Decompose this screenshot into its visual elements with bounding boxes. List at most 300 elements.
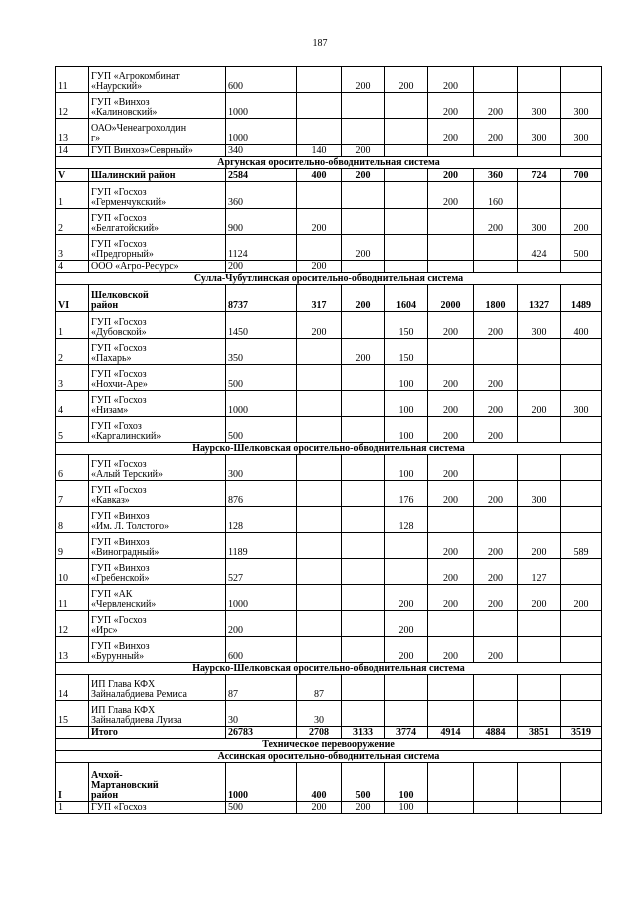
row-number: VI <box>56 285 89 312</box>
organization-name <box>89 261 226 273</box>
name-line: «Белгатойский» <box>91 223 160 234</box>
value-year-7 <box>561 611 602 637</box>
value-year-1 <box>297 637 342 663</box>
name-line: ГУП «Винхоз <box>91 511 150 522</box>
name-line: «Червленский» <box>91 599 157 610</box>
value-year-6 <box>518 455 561 481</box>
name-line: ГУП «Винхоз <box>91 641 150 652</box>
value-total: 1124 <box>226 235 297 261</box>
value-year-5: 200 <box>474 391 518 417</box>
row-number: I <box>56 763 89 802</box>
value-year-4: 200 <box>428 67 474 93</box>
name-line: ГУП «Винхоз <box>91 563 150 574</box>
row-number: 11 <box>56 585 89 611</box>
value-total: 1000 <box>226 119 297 145</box>
organization-name <box>89 455 226 481</box>
organization-name <box>89 391 226 417</box>
value-year-6: 3851 <box>518 727 561 739</box>
table-row <box>56 365 602 391</box>
value-year-7 <box>561 339 602 365</box>
value-year-7 <box>561 261 602 273</box>
value-year-2 <box>342 312 385 339</box>
value-year-2 <box>342 261 385 273</box>
system-header: Сулла-Чубутлинская оросительно-обводнительная система <box>56 273 602 285</box>
organization-name <box>89 611 226 637</box>
value-year-3: 100 <box>385 365 428 391</box>
table-row <box>56 637 602 663</box>
name-line: ГУП «Госхоз <box>91 317 147 328</box>
value-year-6: 127 <box>518 559 561 585</box>
value-year-5 <box>474 507 518 533</box>
name-line: «Виноградный» <box>91 547 160 558</box>
value-total: 200 <box>226 261 297 273</box>
organization-name <box>89 533 226 559</box>
name-line: «Кавказ» <box>91 495 130 506</box>
value-year-6 <box>518 507 561 533</box>
organization-name <box>89 585 226 611</box>
value-year-2 <box>342 585 385 611</box>
value-year-7 <box>561 763 602 802</box>
value-total: 1189 <box>226 533 297 559</box>
value-year-3: 100 <box>385 455 428 481</box>
value-year-3 <box>385 559 428 585</box>
organization-name <box>89 169 226 182</box>
value-total: 1000 <box>226 585 297 611</box>
value-year-4: 200 <box>428 533 474 559</box>
row-number: 5 <box>56 417 89 443</box>
value-year-6: 300 <box>518 119 561 145</box>
value-year-7: 500 <box>561 235 602 261</box>
organization-name <box>89 481 226 507</box>
value-year-6 <box>518 675 561 701</box>
row-number: V <box>56 169 89 182</box>
value-year-6 <box>518 365 561 391</box>
value-year-7: 300 <box>561 93 602 119</box>
system-header-row <box>56 751 602 763</box>
value-year-3: 150 <box>385 312 428 339</box>
value-year-5 <box>474 339 518 365</box>
name-line: «Гребенской» <box>91 573 150 584</box>
value-year-7 <box>561 675 602 701</box>
table-row <box>56 417 602 443</box>
value-year-4: 200 <box>428 455 474 481</box>
system-header-row <box>56 443 602 455</box>
name-line: ГУП «Госхоз <box>91 343 147 354</box>
value-year-7: 200 <box>561 209 602 235</box>
name-line: «Им. Л. Толстого» <box>91 521 170 532</box>
value-year-1 <box>297 533 342 559</box>
value-year-2 <box>342 93 385 119</box>
system-header: Ассинская оросительно-обводнительная система <box>56 751 602 763</box>
value-total: 87 <box>226 675 297 701</box>
table-row <box>56 261 602 273</box>
name-line: ИП Глава КФХ <box>91 679 156 690</box>
value-year-2 <box>342 182 385 209</box>
irrigation-table <box>55 66 602 814</box>
value-total: 26783 <box>226 727 297 739</box>
value-year-5 <box>474 611 518 637</box>
value-year-7: 1489 <box>561 285 602 312</box>
organization-name <box>89 763 226 802</box>
row-number: 7 <box>56 481 89 507</box>
value-year-5: 360 <box>474 169 518 182</box>
value-year-4 <box>428 145 474 157</box>
value-year-5 <box>474 235 518 261</box>
value-year-2 <box>342 481 385 507</box>
value-total: 600 <box>226 67 297 93</box>
value-year-2 <box>342 559 385 585</box>
value-year-2 <box>342 417 385 443</box>
organization-name <box>89 182 226 209</box>
value-year-6 <box>518 611 561 637</box>
value-year-5: 200 <box>474 93 518 119</box>
name-line: ГУП «Госхоз <box>91 459 147 470</box>
row-number: 14 <box>56 675 89 701</box>
value-year-3 <box>385 209 428 235</box>
name-line: ГУП «Госхоз <box>91 802 147 813</box>
value-year-5: 200 <box>474 637 518 663</box>
row-number: 9 <box>56 533 89 559</box>
value-total: 300 <box>226 455 297 481</box>
system-header-row <box>56 739 602 751</box>
table-row <box>56 67 602 93</box>
value-year-2 <box>342 637 385 663</box>
value-year-7 <box>561 637 602 663</box>
value-total: 2584 <box>226 169 297 182</box>
value-year-4: 200 <box>428 169 474 182</box>
value-year-5: 1800 <box>474 285 518 312</box>
table-row <box>56 481 602 507</box>
value-year-4 <box>428 701 474 727</box>
value-year-3: 150 <box>385 339 428 365</box>
value-year-5 <box>474 261 518 273</box>
name-line: Ачхой- <box>91 770 123 781</box>
name-line: «Низам» <box>91 405 129 416</box>
value-year-2 <box>342 365 385 391</box>
value-year-7 <box>561 802 602 814</box>
value-total: 200 <box>226 611 297 637</box>
table-row <box>56 533 602 559</box>
value-year-1 <box>297 585 342 611</box>
organization-name <box>89 637 226 663</box>
value-year-1: 200 <box>297 312 342 339</box>
organization-name <box>89 559 226 585</box>
name-line: «Бурунный» <box>91 651 145 662</box>
system-header: Наурско-Шелковская оросительно-обводнительная система <box>56 663 602 675</box>
value-year-3 <box>385 235 428 261</box>
organization-name <box>89 93 226 119</box>
value-year-3 <box>385 533 428 559</box>
value-total: 900 <box>226 209 297 235</box>
organization-name <box>89 312 226 339</box>
value-year-7 <box>561 365 602 391</box>
value-year-7 <box>561 145 602 157</box>
name-line: Шелковской <box>91 290 149 301</box>
value-year-6 <box>518 339 561 365</box>
row-number: 1 <box>56 182 89 209</box>
organization-name <box>89 727 226 739</box>
value-year-5: 200 <box>474 533 518 559</box>
value-year-5: 200 <box>474 585 518 611</box>
value-year-3 <box>385 169 428 182</box>
name-line: «Предгорный» <box>91 249 154 260</box>
table-row <box>56 209 602 235</box>
value-year-1 <box>297 365 342 391</box>
value-year-2 <box>342 391 385 417</box>
name-line: ГУП «Винхоз <box>91 97 150 108</box>
row-number: 1 <box>56 802 89 814</box>
value-year-3 <box>385 675 428 701</box>
value-year-7: 400 <box>561 312 602 339</box>
value-year-3: 200 <box>385 611 428 637</box>
name-line: ГУП Винхоз»Севрный» <box>91 145 193 156</box>
value-year-6 <box>518 145 561 157</box>
value-year-1 <box>297 391 342 417</box>
value-total: 500 <box>226 365 297 391</box>
value-year-4 <box>428 675 474 701</box>
value-year-5 <box>474 701 518 727</box>
value-year-1 <box>297 417 342 443</box>
value-year-2 <box>342 611 385 637</box>
value-year-3: 100 <box>385 391 428 417</box>
name-line: район <box>91 790 119 801</box>
value-year-5 <box>474 455 518 481</box>
value-year-3 <box>385 145 428 157</box>
value-year-1 <box>297 339 342 365</box>
value-year-4: 2000 <box>428 285 474 312</box>
value-total: 1000 <box>226 391 297 417</box>
row-number: 3 <box>56 235 89 261</box>
value-year-7: 300 <box>561 391 602 417</box>
value-year-4 <box>428 802 474 814</box>
organization-name <box>89 235 226 261</box>
value-year-1: 30 <box>297 701 342 727</box>
table-row <box>56 119 602 145</box>
name-line: «Каргалинский» <box>91 431 162 442</box>
value-year-2: 200 <box>342 285 385 312</box>
table-row <box>56 507 602 533</box>
value-year-3 <box>385 261 428 273</box>
organization-name <box>89 145 226 157</box>
district-row <box>56 763 602 802</box>
table-row <box>56 182 602 209</box>
value-year-7 <box>561 182 602 209</box>
row-number: 12 <box>56 93 89 119</box>
organization-name <box>89 507 226 533</box>
value-year-2 <box>342 455 385 481</box>
value-year-1 <box>297 235 342 261</box>
value-year-1: 317 <box>297 285 342 312</box>
value-year-4: 200 <box>428 93 474 119</box>
value-year-3: 200 <box>385 637 428 663</box>
value-year-1 <box>297 119 342 145</box>
row-number: 1 <box>56 312 89 339</box>
name-line: ГУП «Госхоз <box>91 485 147 496</box>
value-year-4 <box>428 209 474 235</box>
name-line: район <box>91 300 119 311</box>
value-year-6: 300 <box>518 312 561 339</box>
value-year-5: 160 <box>474 182 518 209</box>
name-line: «Герменчукский» <box>91 197 167 208</box>
value-year-3: 100 <box>385 802 428 814</box>
value-year-2: 200 <box>342 67 385 93</box>
value-year-5 <box>474 802 518 814</box>
value-year-4: 200 <box>428 182 474 209</box>
value-year-4: 200 <box>428 391 474 417</box>
value-year-4 <box>428 763 474 802</box>
table-row <box>56 611 602 637</box>
value-year-4: 200 <box>428 585 474 611</box>
name-line: ГУП «АК <box>91 589 133 600</box>
system-header-row <box>56 273 602 285</box>
row-number: 3 <box>56 365 89 391</box>
value-year-1: 200 <box>297 802 342 814</box>
row-number: 15 <box>56 701 89 727</box>
value-year-3: 100 <box>385 763 428 802</box>
value-year-6: 300 <box>518 481 561 507</box>
district-row <box>56 169 602 182</box>
value-year-3: 200 <box>385 67 428 93</box>
value-year-3 <box>385 182 428 209</box>
value-total: 350 <box>226 339 297 365</box>
organization-name <box>89 365 226 391</box>
system-header: Техническое перевооружение <box>56 739 602 751</box>
value-year-2: 200 <box>342 169 385 182</box>
value-total: 600 <box>226 637 297 663</box>
value-year-2: 200 <box>342 235 385 261</box>
value-year-1 <box>297 67 342 93</box>
system-header: Наурско-Шелковская оросительно-обводнительная система <box>56 443 602 455</box>
row-number: 14 <box>56 145 89 157</box>
value-year-5: 200 <box>474 119 518 145</box>
value-year-1 <box>297 559 342 585</box>
table-row <box>56 312 602 339</box>
value-year-2 <box>342 119 385 145</box>
organization-name <box>89 67 226 93</box>
value-year-7: 589 <box>561 533 602 559</box>
value-year-6: 200 <box>518 391 561 417</box>
row-number: 4 <box>56 391 89 417</box>
value-year-3: 128 <box>385 507 428 533</box>
value-year-6: 300 <box>518 209 561 235</box>
row-number: 12 <box>56 611 89 637</box>
organization-name <box>89 209 226 235</box>
value-year-3 <box>385 701 428 727</box>
value-year-6: 200 <box>518 533 561 559</box>
row-number <box>56 727 89 739</box>
value-total: 1000 <box>226 763 297 802</box>
organization-name <box>89 119 226 145</box>
row-number: 2 <box>56 339 89 365</box>
name-line: ГУП «Госхоз <box>91 615 147 626</box>
system-header-row <box>56 663 602 675</box>
value-total: 8737 <box>226 285 297 312</box>
name-line: «Калиновский» <box>91 107 158 118</box>
value-year-3: 176 <box>385 481 428 507</box>
value-year-1: 200 <box>297 261 342 273</box>
value-year-1: 2708 <box>297 727 342 739</box>
name-line: Итого <box>91 727 118 738</box>
value-year-7: 3519 <box>561 727 602 739</box>
name-line: ГУП «Госхоз <box>91 239 147 250</box>
system-header: Аргунская оросительно-обводнительная система <box>56 157 602 169</box>
value-year-2: 200 <box>342 145 385 157</box>
organization-name <box>89 339 226 365</box>
system-header-row <box>56 157 602 169</box>
table-row <box>56 455 602 481</box>
value-year-2: 200 <box>342 339 385 365</box>
name-line: ИП Глава КФХ <box>91 705 156 716</box>
value-year-6 <box>518 417 561 443</box>
value-year-4 <box>428 235 474 261</box>
value-year-3: 3774 <box>385 727 428 739</box>
district-row <box>56 285 602 312</box>
value-year-7 <box>561 455 602 481</box>
value-year-3 <box>385 119 428 145</box>
name-line: ГУП «Госхоз <box>91 213 147 224</box>
value-year-6 <box>518 182 561 209</box>
organization-name <box>89 701 226 727</box>
value-year-1 <box>297 481 342 507</box>
value-year-3: 1604 <box>385 285 428 312</box>
value-year-4: 4914 <box>428 727 474 739</box>
organization-name <box>89 675 226 701</box>
row-number: 8 <box>56 507 89 533</box>
value-total: 527 <box>226 559 297 585</box>
row-number: 6 <box>56 455 89 481</box>
value-year-6 <box>518 763 561 802</box>
name-line: «Нохчи-Аре» <box>91 379 148 390</box>
value-total: 500 <box>226 802 297 814</box>
value-year-4: 200 <box>428 365 474 391</box>
value-year-5 <box>474 67 518 93</box>
table-row <box>56 701 602 727</box>
name-line: «Наурский» <box>91 81 143 92</box>
value-total: 1450 <box>226 312 297 339</box>
organization-name <box>89 802 226 814</box>
value-year-4 <box>428 507 474 533</box>
value-year-6: 1327 <box>518 285 561 312</box>
value-year-2: 200 <box>342 802 385 814</box>
name-line: «Дубовской» <box>91 327 147 338</box>
value-total: 340 <box>226 145 297 157</box>
name-line: ГУП «Гохоз <box>91 421 142 432</box>
value-year-1: 87 <box>297 675 342 701</box>
value-year-7: 200 <box>561 585 602 611</box>
value-year-7 <box>561 507 602 533</box>
organization-name <box>89 417 226 443</box>
value-year-1 <box>297 93 342 119</box>
value-year-7 <box>561 701 602 727</box>
table-row <box>56 391 602 417</box>
table-row <box>56 675 602 701</box>
value-year-7: 700 <box>561 169 602 182</box>
value-year-4: 200 <box>428 417 474 443</box>
value-year-2 <box>342 701 385 727</box>
value-year-1: 400 <box>297 169 342 182</box>
value-year-6 <box>518 701 561 727</box>
value-year-5: 200 <box>474 365 518 391</box>
value-year-1 <box>297 182 342 209</box>
value-year-4: 200 <box>428 559 474 585</box>
value-year-2: 3133 <box>342 727 385 739</box>
table-row <box>56 93 602 119</box>
value-total: 30 <box>226 701 297 727</box>
table-row <box>56 339 602 365</box>
value-total: 500 <box>226 417 297 443</box>
table-row <box>56 585 602 611</box>
value-year-1 <box>297 611 342 637</box>
